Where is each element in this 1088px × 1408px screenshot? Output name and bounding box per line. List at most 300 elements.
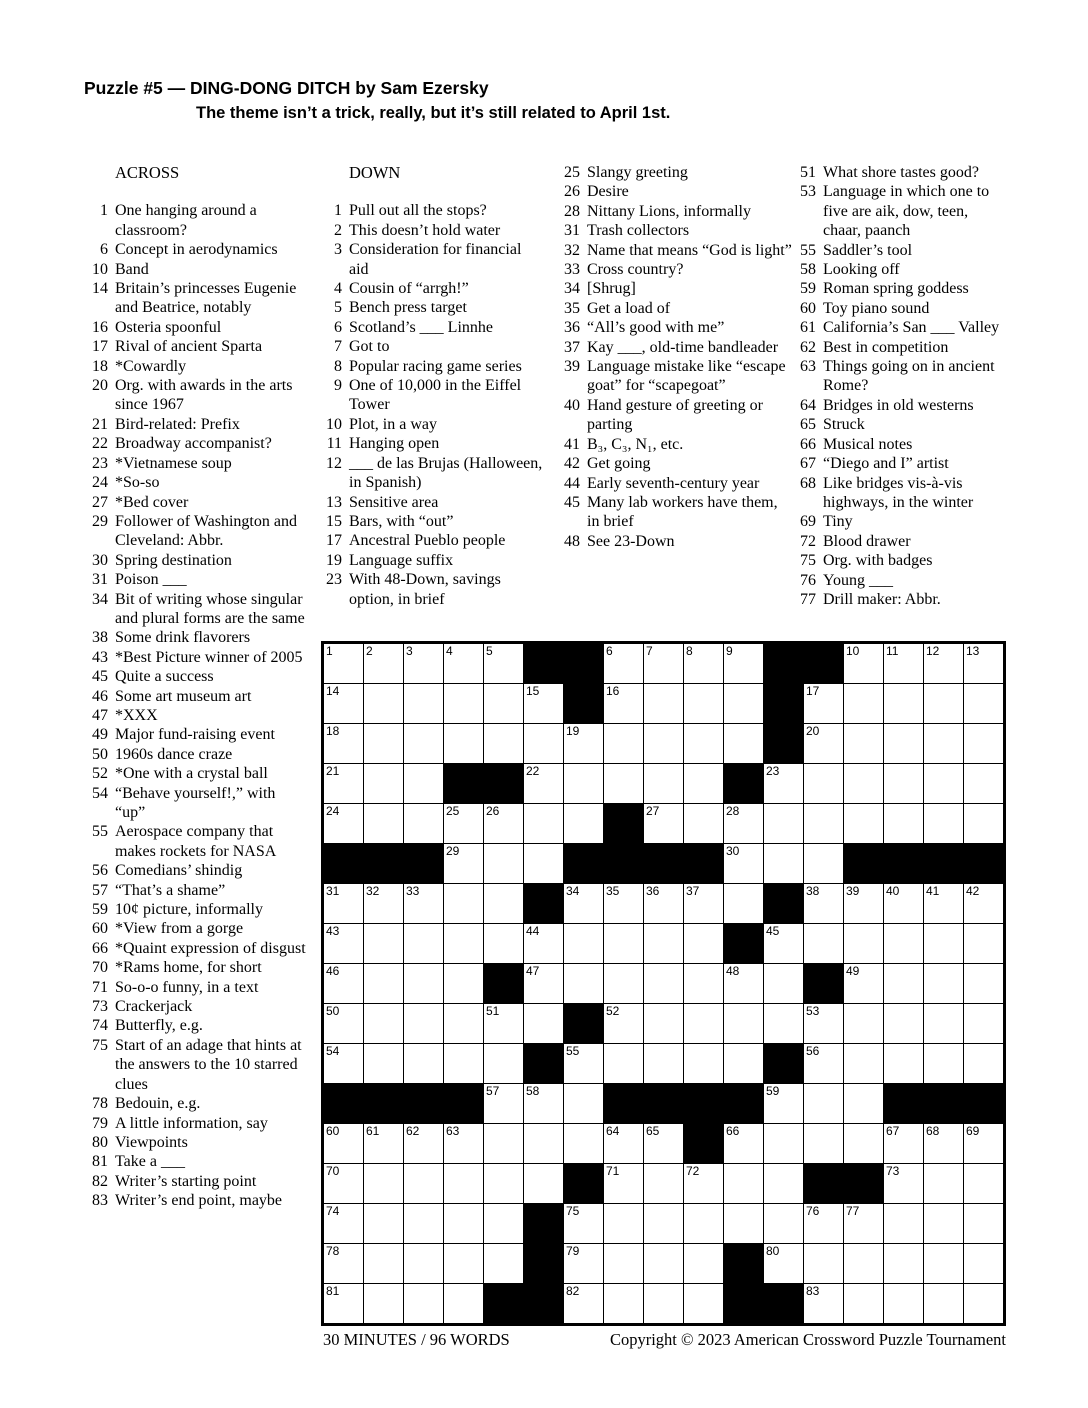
clue-text: This doesn’t hold water bbox=[349, 221, 501, 239]
cell-number: 58 bbox=[526, 1084, 540, 1098]
clue-text: Got to bbox=[349, 338, 390, 356]
grid-cell bbox=[684, 644, 723, 683]
clue-text: Spring destination bbox=[115, 551, 232, 569]
grid-cell bbox=[724, 1204, 763, 1243]
clue-number: 31 bbox=[92, 571, 108, 589]
cell-number: 41 bbox=[926, 884, 940, 898]
cell-number: 33 bbox=[406, 884, 420, 898]
clue-item bbox=[318, 531, 544, 550]
grid-cell-black bbox=[444, 764, 483, 803]
clue-text: “Diego and I” artist bbox=[823, 455, 949, 473]
clue-text: *View from a gorge bbox=[115, 920, 244, 938]
clue-item bbox=[318, 279, 544, 298]
grid-cell bbox=[884, 1284, 923, 1323]
cell-number: 20 bbox=[806, 724, 820, 738]
clue-item bbox=[556, 474, 794, 493]
grid-cell bbox=[844, 964, 883, 1003]
grid-cell bbox=[484, 804, 523, 843]
clue-item bbox=[792, 532, 1008, 551]
clue-number: 54 bbox=[92, 784, 108, 802]
grid-cell bbox=[444, 1164, 483, 1203]
grid-cell bbox=[644, 1124, 683, 1163]
cell-number: 70 bbox=[326, 1164, 340, 1178]
grid-cell bbox=[364, 1164, 403, 1203]
clue-item bbox=[556, 241, 794, 260]
grid-cell bbox=[324, 1124, 363, 1163]
grid-cell bbox=[404, 684, 443, 723]
clue-text: Writer’s starting point bbox=[115, 1172, 257, 1190]
cell-number: 57 bbox=[486, 1084, 500, 1098]
grid-cell bbox=[524, 684, 563, 723]
clue-text: Band bbox=[115, 260, 149, 278]
clue-text: Osteria spoonful bbox=[115, 318, 222, 336]
grid-cell bbox=[964, 1164, 1003, 1203]
across-clue-list bbox=[84, 201, 306, 1210]
grid-cell bbox=[844, 1284, 883, 1323]
grid-cell bbox=[924, 1004, 963, 1043]
clue-item bbox=[84, 919, 306, 938]
cell-number: 74 bbox=[326, 1204, 340, 1218]
cell-number: 30 bbox=[726, 844, 740, 858]
clue-number: 43 bbox=[92, 648, 108, 666]
clue-item bbox=[556, 493, 794, 532]
grid-cell bbox=[604, 644, 643, 683]
grid-cell bbox=[644, 924, 683, 963]
grid-cell bbox=[324, 924, 363, 963]
cell-number: 55 bbox=[566, 1044, 580, 1058]
grid-cell bbox=[444, 1284, 483, 1323]
grid-cell bbox=[444, 804, 483, 843]
clue-number: 13 bbox=[326, 493, 342, 511]
cell-number: 8 bbox=[686, 644, 693, 658]
grid-cell bbox=[644, 884, 683, 923]
grid-cell bbox=[684, 1164, 723, 1203]
grid-cell bbox=[604, 884, 643, 923]
grid-cell-black bbox=[644, 844, 683, 883]
grid-cell-black bbox=[764, 724, 803, 763]
down-clues-column-2 bbox=[556, 163, 794, 551]
grid-cell bbox=[364, 924, 403, 963]
grid-cell bbox=[404, 644, 443, 683]
grid-cell-black bbox=[844, 1164, 883, 1203]
grid-cell bbox=[884, 924, 923, 963]
grid-cell bbox=[604, 1004, 643, 1043]
clue-item bbox=[84, 1094, 306, 1113]
clue-number: 45 bbox=[92, 668, 108, 686]
grid-cell bbox=[924, 964, 963, 1003]
grid-cell-black bbox=[364, 1084, 403, 1123]
cell-number: 63 bbox=[446, 1124, 460, 1138]
clue-text: Language suffix bbox=[349, 551, 454, 569]
clue-item bbox=[84, 1036, 306, 1094]
grid-cell bbox=[764, 1204, 803, 1243]
grid-cell-black bbox=[564, 844, 603, 883]
clue-text: Take a ___ bbox=[115, 1153, 185, 1171]
cell-number: 22 bbox=[526, 764, 540, 778]
clue-text: “All’s good with me” bbox=[587, 319, 725, 337]
clue-item bbox=[84, 1133, 306, 1152]
clue-number: 49 bbox=[92, 726, 108, 744]
clue-text: Scotland’s ___ Linnhe bbox=[349, 318, 493, 336]
cell-number: 68 bbox=[926, 1124, 940, 1138]
grid-cell bbox=[564, 1124, 603, 1163]
clue-text: A little information, say bbox=[115, 1114, 268, 1132]
clue-item bbox=[84, 318, 306, 337]
grid-cell bbox=[804, 844, 843, 883]
grid-cell bbox=[324, 1164, 363, 1203]
down-clue-list-2 bbox=[556, 163, 794, 551]
clue-item bbox=[84, 687, 306, 706]
clue-item bbox=[84, 764, 306, 783]
grid-cell-black bbox=[404, 1084, 443, 1123]
cell-number: 37 bbox=[686, 884, 700, 898]
grid-cell-black bbox=[324, 844, 363, 883]
grid-cell bbox=[564, 964, 603, 1003]
grid-cell-black bbox=[444, 1084, 483, 1123]
clue-item bbox=[318, 240, 544, 279]
grid-cell bbox=[484, 1084, 523, 1123]
clue-text: 1960s dance craze bbox=[115, 745, 233, 763]
clue-item bbox=[84, 240, 306, 259]
grid-cell-black bbox=[964, 844, 1003, 883]
grid-cell bbox=[724, 964, 763, 1003]
grid-cell bbox=[924, 1044, 963, 1083]
grid-cell bbox=[884, 804, 923, 843]
grid-cell bbox=[484, 1244, 523, 1283]
clue-item bbox=[318, 415, 544, 434]
cell-number: 3 bbox=[406, 644, 413, 658]
grid-cell bbox=[924, 1124, 963, 1163]
clue-number: 80 bbox=[92, 1133, 108, 1151]
cell-number: 66 bbox=[726, 1124, 740, 1138]
clue-number: 33 bbox=[564, 261, 580, 279]
clue-item bbox=[792, 590, 1008, 609]
down-clues-column-3 bbox=[792, 163, 1008, 609]
clue-text: See 23-Down bbox=[587, 532, 675, 550]
clue-item bbox=[318, 551, 544, 570]
grid-cell bbox=[644, 684, 683, 723]
cell-number: 75 bbox=[566, 1204, 580, 1218]
grid-cell bbox=[844, 724, 883, 763]
page-title: Puzzle #5 — DING-DONG DITCH by Sam Ezersky bbox=[84, 78, 489, 98]
grid-cell bbox=[524, 924, 563, 963]
grid-cell bbox=[564, 1044, 603, 1083]
clue-number: 62 bbox=[800, 338, 816, 356]
grid-cell-black bbox=[484, 964, 523, 1003]
clue-item bbox=[84, 861, 306, 880]
grid-cell-black bbox=[524, 1244, 563, 1283]
clue-text: Org. with badges bbox=[823, 552, 933, 570]
grid-cell bbox=[444, 1124, 483, 1163]
clue-number: 24 bbox=[92, 474, 108, 492]
grid-cell-black bbox=[924, 844, 963, 883]
clue-number: 1 bbox=[100, 202, 108, 220]
clue-text: Hanging open bbox=[349, 435, 440, 453]
clue-item bbox=[556, 163, 794, 182]
clue-number: 17 bbox=[92, 338, 108, 356]
cell-number: 56 bbox=[806, 1044, 820, 1058]
clue-text: Best in competition bbox=[823, 338, 949, 356]
grid-cell bbox=[884, 1004, 923, 1043]
cell-number: 44 bbox=[526, 924, 540, 938]
cell-number: 14 bbox=[326, 684, 340, 698]
clue-number: 23 bbox=[92, 454, 108, 472]
clue-text: [Shrug] bbox=[587, 280, 636, 298]
clue-number: 69 bbox=[800, 513, 816, 531]
cell-number: 28 bbox=[726, 804, 740, 818]
clue-text: Bars, with “out” bbox=[349, 512, 454, 530]
clue-number: 59 bbox=[92, 901, 108, 919]
grid-cell bbox=[444, 964, 483, 1003]
grid-cell bbox=[924, 924, 963, 963]
clue-item bbox=[84, 512, 306, 551]
clue-item bbox=[792, 241, 1008, 260]
grid-cell-black bbox=[724, 764, 763, 803]
clue-number: 28 bbox=[564, 202, 580, 220]
grid-cell bbox=[564, 1084, 603, 1123]
cell-number: 52 bbox=[606, 1004, 620, 1018]
grid-cell bbox=[404, 1204, 443, 1243]
cell-number: 53 bbox=[806, 1004, 820, 1018]
clue-text: Desire bbox=[587, 183, 629, 201]
grid-cell-black bbox=[524, 884, 563, 923]
clue-number: 18 bbox=[92, 357, 108, 375]
grid-cell bbox=[684, 1244, 723, 1283]
grid-cell bbox=[724, 1044, 763, 1083]
clue-item bbox=[556, 454, 794, 473]
clue-number: 72 bbox=[800, 532, 816, 550]
clue-text: Struck bbox=[823, 416, 865, 434]
grid-cell bbox=[644, 1004, 683, 1043]
clue-text: Get a load of bbox=[587, 299, 671, 317]
grid-cell-black bbox=[724, 924, 763, 963]
clue-text: Comedians’ shindig bbox=[115, 862, 243, 880]
grid-cell bbox=[564, 1204, 603, 1243]
grid-cell bbox=[804, 1244, 843, 1283]
clue-number: 55 bbox=[92, 823, 108, 841]
grid-cell bbox=[964, 924, 1003, 963]
cell-number: 50 bbox=[326, 1004, 340, 1018]
grid-cell bbox=[644, 1164, 683, 1203]
cell-number: 46 bbox=[326, 964, 340, 978]
grid-cell bbox=[404, 1004, 443, 1043]
grid-cell bbox=[404, 724, 443, 763]
grid-cell bbox=[804, 1004, 843, 1043]
grid-cell bbox=[884, 684, 923, 723]
clue-text: Pull out all the stops? bbox=[349, 202, 487, 220]
grid-cell bbox=[364, 804, 403, 843]
grid-cell bbox=[364, 1044, 403, 1083]
clue-item bbox=[792, 454, 1008, 473]
grid-cell bbox=[644, 724, 683, 763]
clue-number: 31 bbox=[564, 222, 580, 240]
grid-cell-black bbox=[364, 844, 403, 883]
clue-text: Cousin of “arrgh!” bbox=[349, 280, 469, 298]
grid-cell bbox=[644, 1204, 683, 1243]
grid-cell bbox=[684, 1004, 723, 1043]
grid-cell bbox=[524, 1084, 563, 1123]
clue-item bbox=[84, 454, 306, 473]
clue-item bbox=[792, 396, 1008, 415]
clue-item bbox=[84, 415, 306, 434]
grid-cell-black bbox=[764, 684, 803, 723]
grid-cell bbox=[724, 684, 763, 723]
clue-text: Quite a success bbox=[115, 668, 214, 686]
clue-text: *Rams home, for short bbox=[115, 959, 262, 977]
cell-number: 5 bbox=[486, 644, 493, 658]
grid-cell bbox=[604, 1124, 643, 1163]
grid-cell bbox=[364, 964, 403, 1003]
clue-text: B₃, C₃, N₁, etc. bbox=[587, 435, 684, 453]
cell-number: 31 bbox=[326, 884, 340, 898]
clue-number: 48 bbox=[564, 532, 580, 550]
grid-cell-black bbox=[564, 644, 603, 683]
clue-number: 46 bbox=[92, 687, 108, 705]
clue-number: 29 bbox=[92, 512, 108, 530]
grid-cell bbox=[484, 1164, 523, 1203]
grid-cell bbox=[364, 1204, 403, 1243]
clue-text: Many lab workers have them, in brief bbox=[587, 493, 778, 531]
clue-text: *Quaint expression of disgust bbox=[115, 939, 306, 957]
clue-number: 66 bbox=[92, 939, 108, 957]
clue-item bbox=[318, 454, 544, 493]
grid-cell bbox=[764, 1084, 803, 1123]
grid-cell bbox=[604, 1284, 643, 1323]
grid-cell bbox=[444, 644, 483, 683]
grid-cell bbox=[764, 764, 803, 803]
clue-number: 83 bbox=[92, 1192, 108, 1210]
clue-number: 16 bbox=[92, 318, 108, 336]
clue-number: 71 bbox=[92, 978, 108, 996]
grid-cell-black bbox=[484, 764, 523, 803]
grid-cell bbox=[324, 684, 363, 723]
clue-number: 30 bbox=[92, 551, 108, 569]
clue-item bbox=[318, 337, 544, 356]
clue-text: Roman spring goddess bbox=[823, 280, 969, 298]
clue-number: 21 bbox=[92, 415, 108, 433]
grid-cell bbox=[804, 1124, 843, 1163]
grid-cell bbox=[964, 764, 1003, 803]
clue-number: 44 bbox=[564, 474, 580, 492]
grid-cell bbox=[484, 924, 523, 963]
grid-cell bbox=[804, 1044, 843, 1083]
grid-cell bbox=[724, 804, 763, 843]
grid-cell bbox=[804, 684, 843, 723]
clue-item bbox=[318, 298, 544, 317]
clue-text: *Best Picture winner of 2005 bbox=[115, 648, 303, 666]
clue-number: 20 bbox=[92, 377, 108, 395]
grid-cell bbox=[724, 844, 763, 883]
clue-item bbox=[792, 474, 1008, 513]
grid-cell bbox=[524, 1164, 563, 1203]
grid-cell bbox=[964, 724, 1003, 763]
grid-cell-black bbox=[404, 844, 443, 883]
clue-number: 65 bbox=[800, 416, 816, 434]
clue-number: 2 bbox=[334, 221, 342, 239]
grid-cell-black bbox=[524, 1204, 563, 1243]
grid-cell bbox=[844, 764, 883, 803]
clue-item bbox=[84, 628, 306, 647]
cell-number: 25 bbox=[446, 804, 460, 818]
grid-cell-black bbox=[684, 1084, 723, 1123]
grid-cell bbox=[564, 884, 603, 923]
grid-cell-black bbox=[684, 844, 723, 883]
clue-text: Name that means “God is light” bbox=[587, 241, 792, 259]
clue-item bbox=[318, 357, 544, 376]
grid-cell bbox=[324, 964, 363, 1003]
cell-number: 61 bbox=[366, 1124, 380, 1138]
clue-text: Kay ___, old-time bandleader bbox=[587, 338, 779, 356]
clue-text: Some art museum art bbox=[115, 687, 252, 705]
across-clues-column bbox=[84, 163, 306, 1211]
clue-item bbox=[84, 939, 306, 958]
clue-number: 6 bbox=[100, 241, 108, 259]
clue-text: Bridges in old westerns bbox=[823, 396, 974, 414]
grid-cell bbox=[324, 1004, 363, 1043]
grid-cell bbox=[324, 644, 363, 683]
clue-item bbox=[84, 201, 306, 240]
clue-number: 40 bbox=[564, 396, 580, 414]
clue-number: 34 bbox=[564, 280, 580, 298]
cell-number: 71 bbox=[606, 1164, 620, 1178]
grid-cell bbox=[884, 724, 923, 763]
clue-number: 15 bbox=[326, 512, 342, 530]
grid-cell bbox=[764, 1164, 803, 1203]
grid-cell bbox=[644, 644, 683, 683]
grid-cell bbox=[644, 1284, 683, 1323]
clue-number: 56 bbox=[92, 862, 108, 880]
clue-number: 27 bbox=[92, 493, 108, 511]
cell-number: 4 bbox=[446, 644, 453, 658]
cell-number: 59 bbox=[766, 1084, 780, 1098]
grid-cell bbox=[964, 1244, 1003, 1283]
clue-item bbox=[792, 512, 1008, 531]
down-header: DOWN bbox=[349, 163, 401, 182]
grid-cell bbox=[604, 924, 643, 963]
clue-text: Popular racing game series bbox=[349, 357, 522, 375]
grid-cell bbox=[764, 924, 803, 963]
clue-number: 73 bbox=[92, 998, 108, 1016]
grid-cell bbox=[604, 964, 643, 1003]
grid-cell bbox=[924, 884, 963, 923]
clue-number: 23 bbox=[326, 571, 342, 589]
clue-number: 70 bbox=[92, 959, 108, 977]
clue-item bbox=[84, 570, 306, 589]
cell-number: 65 bbox=[646, 1124, 660, 1138]
grid-cell bbox=[884, 884, 923, 923]
clue-item bbox=[318, 570, 544, 609]
grid-cell bbox=[484, 844, 523, 883]
clue-number: 45 bbox=[564, 493, 580, 511]
cell-number: 2 bbox=[366, 644, 373, 658]
cell-number: 40 bbox=[886, 884, 900, 898]
grid-cell-black bbox=[524, 1284, 563, 1323]
crossword-grid bbox=[321, 641, 1006, 1326]
down-clue-list-1 bbox=[318, 201, 544, 609]
grid-cell bbox=[844, 1044, 883, 1083]
clue-item bbox=[84, 357, 306, 376]
grid-cell bbox=[764, 964, 803, 1003]
clue-text: Concept in aerodynamics bbox=[115, 241, 278, 259]
grid-cell bbox=[324, 804, 363, 843]
clue-number: 52 bbox=[92, 765, 108, 783]
clue-number: 34 bbox=[92, 590, 108, 608]
grid-cell bbox=[844, 804, 883, 843]
time-words-note: 30 MINUTES / 96 WORDS bbox=[323, 1330, 510, 1349]
clue-text: With 48-Down, savings option, in brief bbox=[349, 571, 501, 608]
cell-number: 6 bbox=[606, 644, 613, 658]
grid-cell bbox=[684, 804, 723, 843]
